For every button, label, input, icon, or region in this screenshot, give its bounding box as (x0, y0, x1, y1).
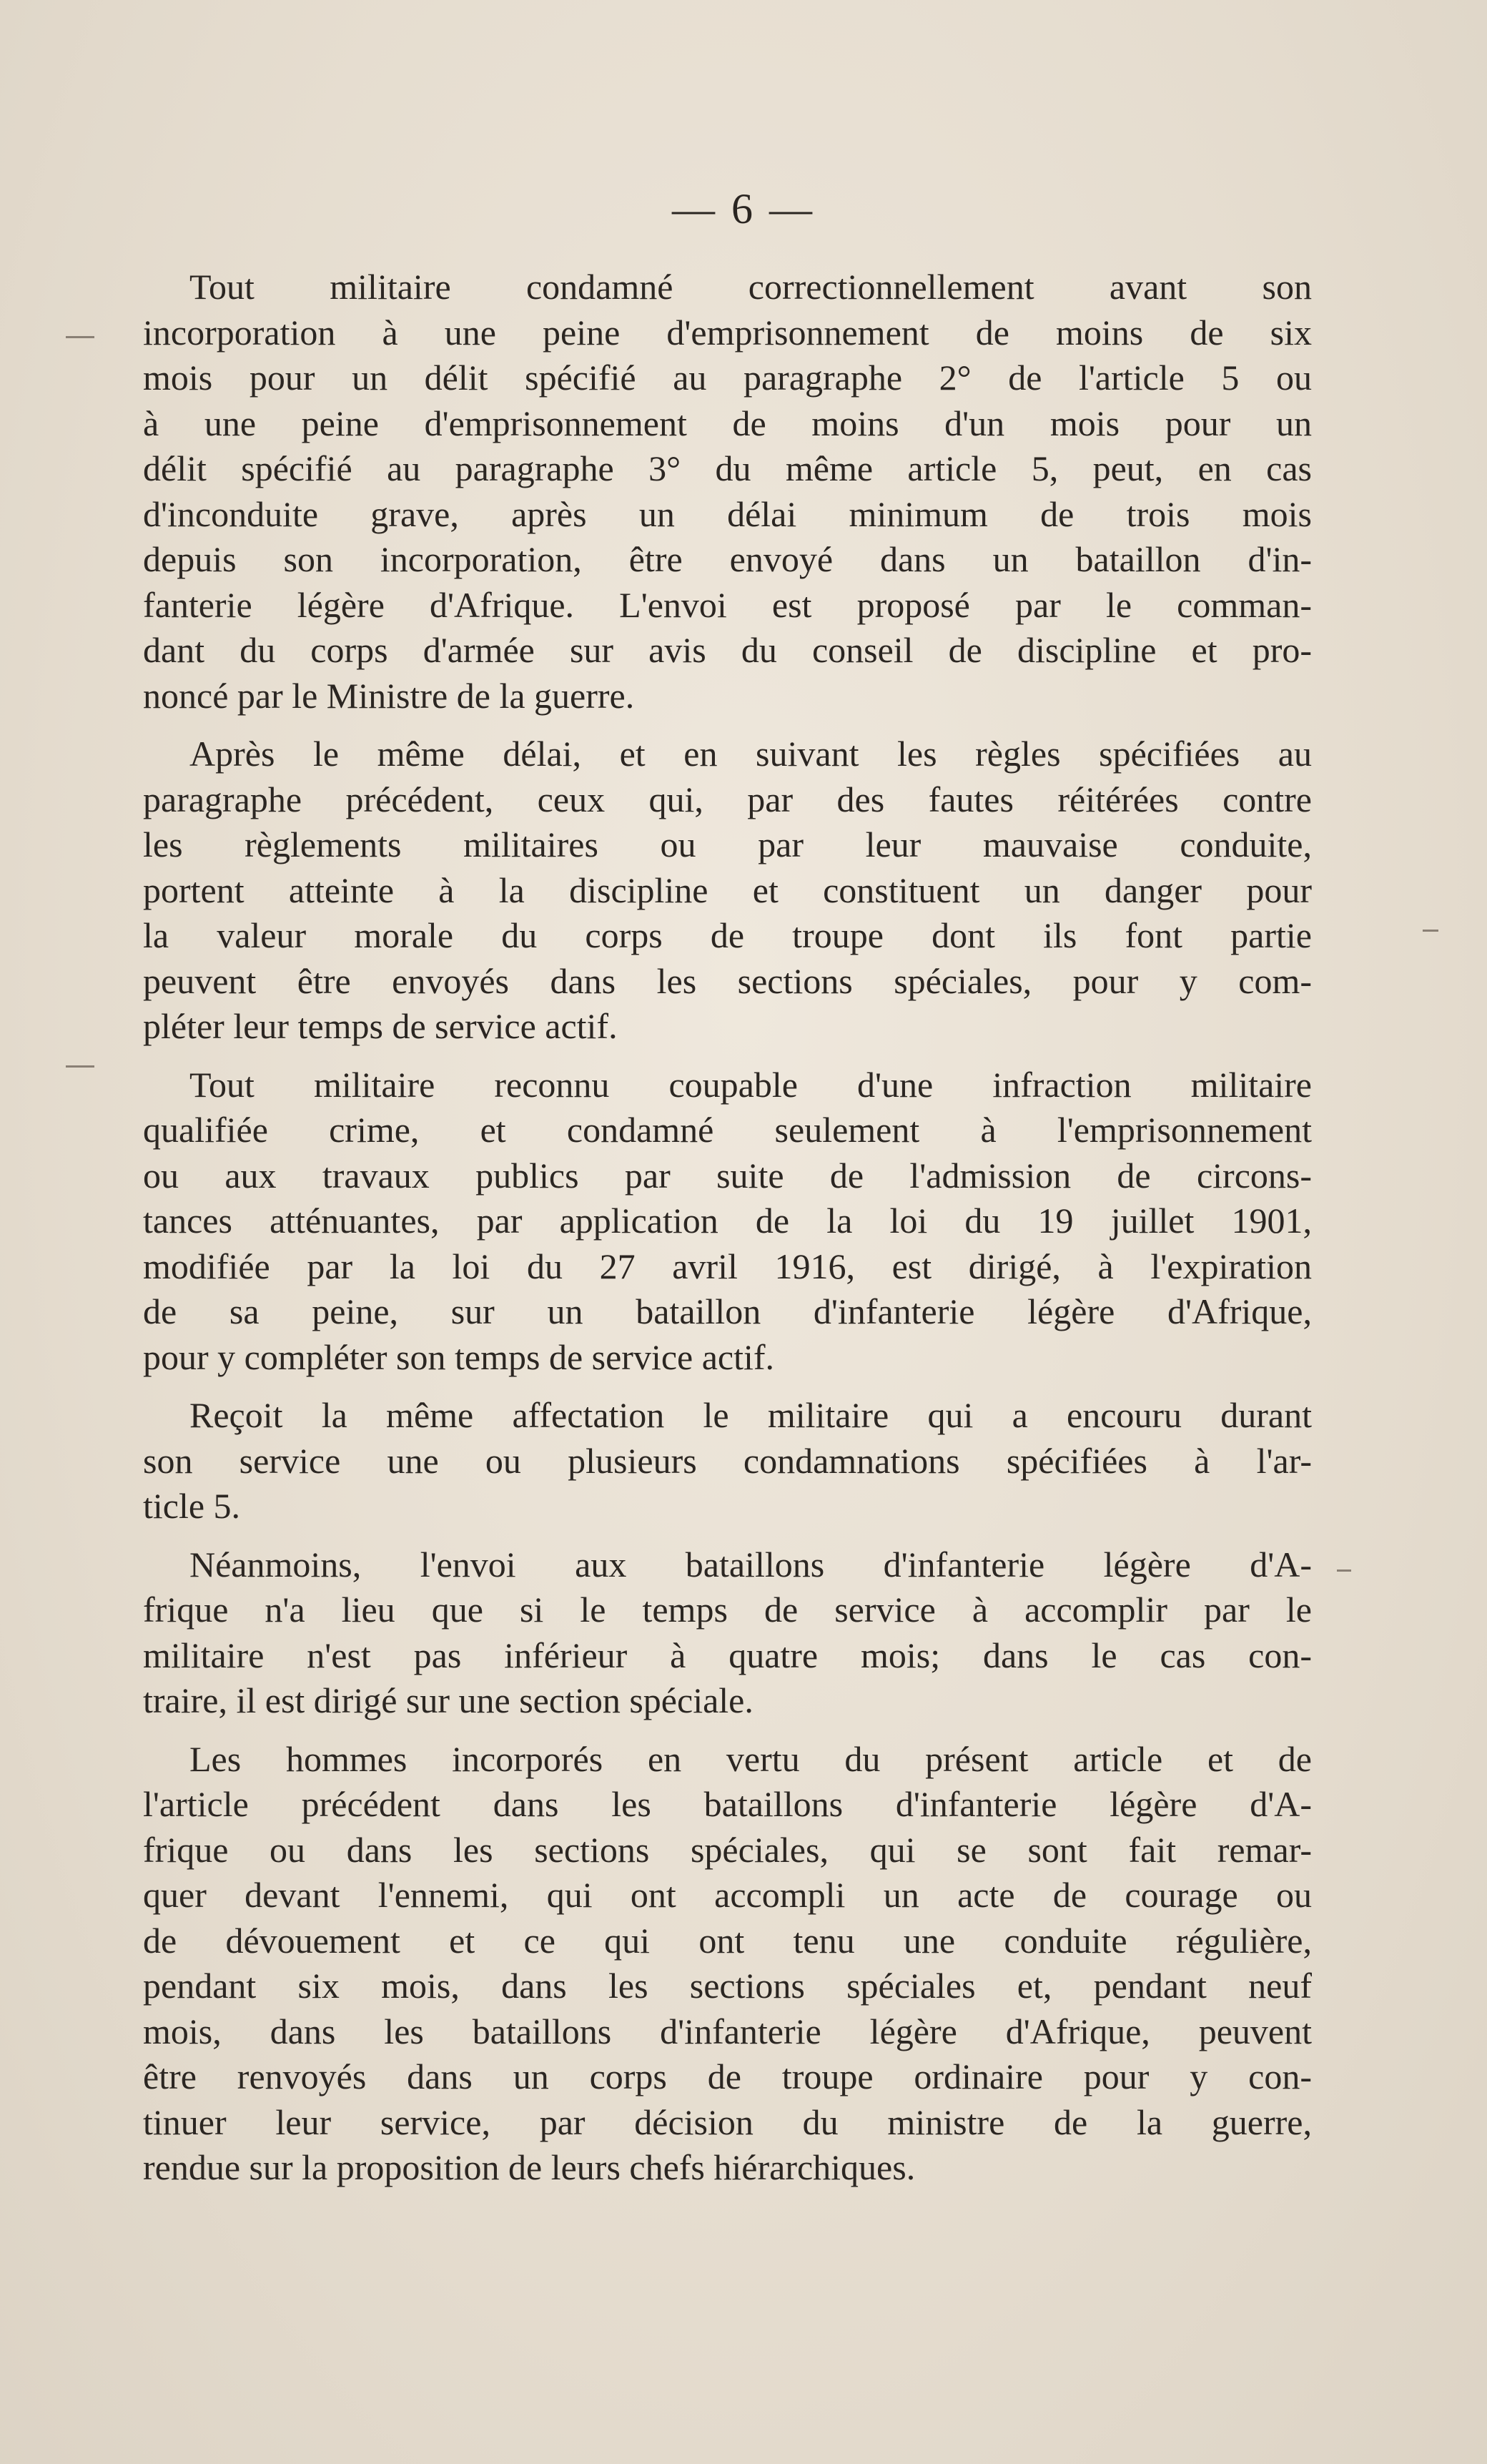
text-line: ticle 5. (143, 1486, 241, 1526)
paragraph (143, 1542, 1312, 1724)
paragraph (143, 265, 1312, 719)
paragraph (143, 1737, 1312, 2191)
body-text (143, 265, 1312, 2204)
text-line: dant du corps d'armée sur avis du conseil de discipline et pro- (143, 630, 1312, 670)
text-line: frique n'a lieu que si le temps de service à accomplir par le (143, 1590, 1312, 1630)
text-line: Néanmoins, l'envoi aux bataillons d'infanterie légère d'A- (189, 1544, 1312, 1585)
text-line: Reçoit la même affectation le militaire qui a encouru durant (189, 1395, 1312, 1435)
text-line: Tout militaire reconnu coupable d'une infraction militaire (189, 1064, 1312, 1105)
text-line: pour y compléter son temps de service actif. (143, 1336, 775, 1377)
text-line: la valeur morale du corps de troupe dont ils font partie (143, 915, 1312, 955)
text-line: incorporation à une peine d'emprisonnement de moins de six (143, 312, 1312, 353)
paragraph (143, 1393, 1312, 1529)
margin-mark-left-1 (66, 336, 94, 338)
text-line: ou aux travaux publics par suite de l'admission de circons- (143, 1155, 1312, 1196)
text-line: pléter leur temps de service actif. (143, 1006, 618, 1046)
text-line: Les hommes incorporés en vertu du présent article et de (189, 1738, 1312, 1779)
text-line: son service une ou plusieurs condamnations spécifiées à l'ar- (143, 1440, 1312, 1481)
text-line: paragraphe précédent, ceux qui, par des fautes réitérées contre (143, 779, 1312, 819)
text-line: noncé par le Ministre de la guerre. (143, 675, 635, 716)
text-line: de sa peine, sur un bataillon d'infanterie légère d'Afrique, (143, 1291, 1312, 1331)
text-line: quer devant l'ennemi, qui ont accompli un acte de courage ou (143, 1875, 1312, 1915)
text-line: d'inconduite grave, après un délai minimum de trois mois (143, 493, 1312, 534)
text-line: fanterie légère d'Afrique. L'envoi est proposé par le comman- (143, 584, 1312, 625)
text-line: de dévouement et ce qui ont tenu une conduite régulière, (143, 1920, 1312, 1961)
text-line: rendue sur la proposition de leurs chefs hiérarchiques. (143, 2147, 916, 2187)
margin-mark-right-1 (1423, 930, 1438, 932)
text-line: tances atténuantes, par application de la loi du 19 juillet 1901, (143, 1201, 1312, 1241)
text-line: depuis son incorporation, être envoyé dans un bataillon d'in- (143, 539, 1312, 579)
text-line: traire, il est dirigé sur une section spéciale. (143, 1680, 754, 1720)
text-line: militaire n'est pas inférieur à quatre mois; dans le cas con- (143, 1635, 1312, 1675)
text-line: qualifiée crime, et condamné seulement à l'emprisonnement (143, 1110, 1312, 1150)
margin-mark-right-2 (1337, 1569, 1351, 1572)
text-line: les règlements militaires ou par leur mauvaise conduite, (143, 824, 1312, 864)
text-line: mois, dans les bataillons d'infanterie légère d'Afrique, peuvent (143, 2011, 1312, 2051)
text-line: mois pour un délit spécifié au paragraphe 2° de l'article 5 ou (143, 358, 1312, 398)
text-line: être renvoyés dans un corps de troupe ordinaire pour y con- (143, 2056, 1312, 2096)
paragraph (143, 731, 1312, 1050)
text-line: délit spécifié au paragraphe 3° du même article 5, peut, en cas (143, 448, 1312, 488)
text-line: l'article précédent dans les bataillons d'infanterie légère d'A- (143, 1784, 1312, 1824)
text-line: pendant six mois, dans les sections spéciales et, pendant neuf (143, 1966, 1312, 2006)
text-line: Après le même délai, et en suivant les règles spécifiées au (189, 734, 1312, 774)
text-line: peuvent être envoyés dans les sections spéciales, pour y com- (143, 960, 1312, 1001)
text-line: tinuer leur service, par décision du ministre de la guerre, (143, 2101, 1312, 2142)
margin-mark-left-2 (66, 1065, 94, 1068)
text-line: à une peine d'emprisonnement de moins d'un mois pour un (143, 403, 1312, 443)
text-line: portent atteinte à la discipline et constituent un danger pour (143, 869, 1312, 910)
text-line: frique ou dans les sections spéciales, qui se sont fait remar- (143, 1829, 1312, 1870)
paragraph (143, 1063, 1312, 1381)
text-line: Tout militaire condamné correctionnellement avant son (189, 267, 1312, 307)
text-line: modifiée par la loi du 27 avril 1916, est dirigé, à l'expiration (143, 1246, 1312, 1286)
page-number: — 6 — (672, 185, 815, 232)
